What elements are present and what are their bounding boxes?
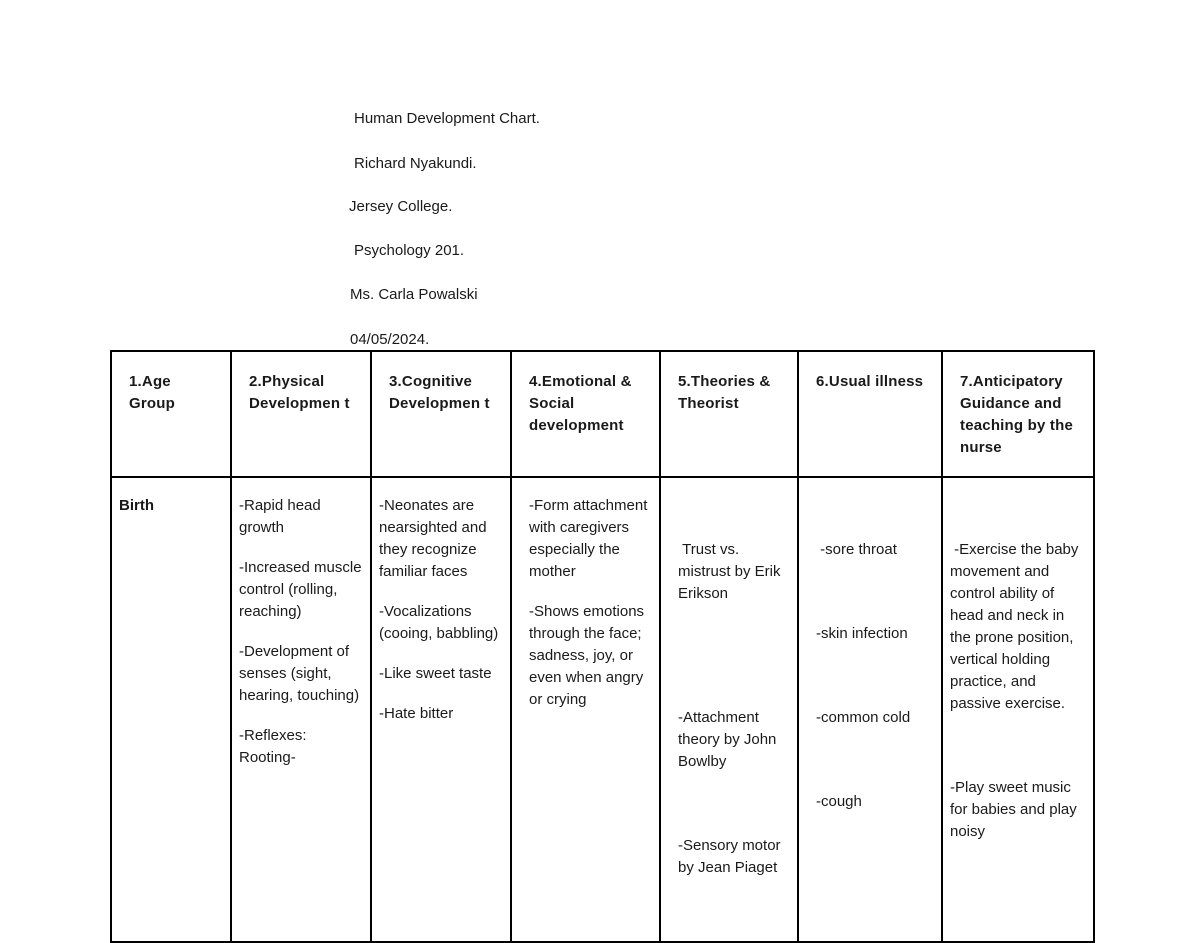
list-item: -cough: [816, 793, 862, 810]
institution-name: Jersey College.: [349, 198, 453, 215]
column-header-emotional-social: 4.Emotional & Social development: [511, 351, 660, 477]
cell-usual-illness: [798, 477, 942, 942]
author-name: Richard Nyakundi.: [354, 155, 477, 172]
list-item: -Increased muscle control (rolling, reaching): [239, 559, 362, 620]
cell-age-group: [111, 477, 231, 942]
document-date: 04/05/2024.: [350, 331, 430, 348]
list-item: -Vocalizations (cooing, babbling): [379, 603, 499, 642]
list-item: -Attachment theory by John Bowlby: [678, 709, 781, 770]
column-header-usual-illness: 6.Usual illness: [798, 351, 942, 477]
column-header-anticipatory-guidance: 7.Anticipatory Guidance and teaching by the nurse: [942, 351, 1094, 477]
column-header-physical-development: 2.Physical Developmen t: [231, 351, 371, 477]
age-group-label: Birth: [119, 497, 154, 514]
table-row: [111, 477, 1094, 942]
development-chart-table: [110, 350, 1095, 943]
list-item: -Form attachment with caregivers especially the mother: [529, 497, 648, 580]
cell-physical-development: [231, 477, 371, 942]
list-item: Trust vs. mistrust by Erik Erikson: [678, 541, 785, 602]
column-header-cognitive-development: 3.Cognitive Developmen t: [371, 351, 511, 477]
list-item: -Development of senses (sight, hearing, touching): [239, 643, 360, 704]
list-item: -Play sweet music for babies and play noisy: [950, 779, 1081, 840]
cell-cognitive-development: [371, 477, 511, 942]
list-item: -sore throat: [816, 541, 897, 558]
list-item: -Neonates are nearsighted and they recognize familiar faces: [379, 497, 487, 580]
list-item: -common cold: [816, 709, 911, 726]
column-header-theories: 5.Theories & Theorist: [660, 351, 798, 477]
list-item: -Reflexes: Rooting-: [239, 727, 307, 766]
document-title: Human Development Chart.: [354, 110, 540, 127]
list-item: -Rapid head growth: [239, 497, 321, 536]
list-item: -Exercise the baby movement and control ability of head and neck in the prone position, vertical holding practice, and passive exercise.: [950, 541, 1083, 712]
cell-theories: [660, 477, 798, 942]
cell-anticipatory-guidance: [942, 477, 1094, 942]
instructor-name: Ms. Carla Powalski: [350, 286, 478, 303]
course-name: Psychology 201.: [354, 242, 465, 259]
cell-emotional-social: [511, 477, 660, 942]
column-header-age-group: 1.Age Group: [111, 351, 231, 477]
table-header-row: [111, 351, 1094, 477]
list-item: -Shows emotions through the face; sadness, joy, or even when angry or crying: [529, 603, 645, 708]
list-item: -skin infection: [816, 625, 908, 642]
list-item: -Like sweet taste: [379, 665, 492, 682]
list-item: -Hate bitter: [379, 705, 454, 722]
list-item: -Sensory motor by Jean Piaget: [678, 837, 785, 876]
